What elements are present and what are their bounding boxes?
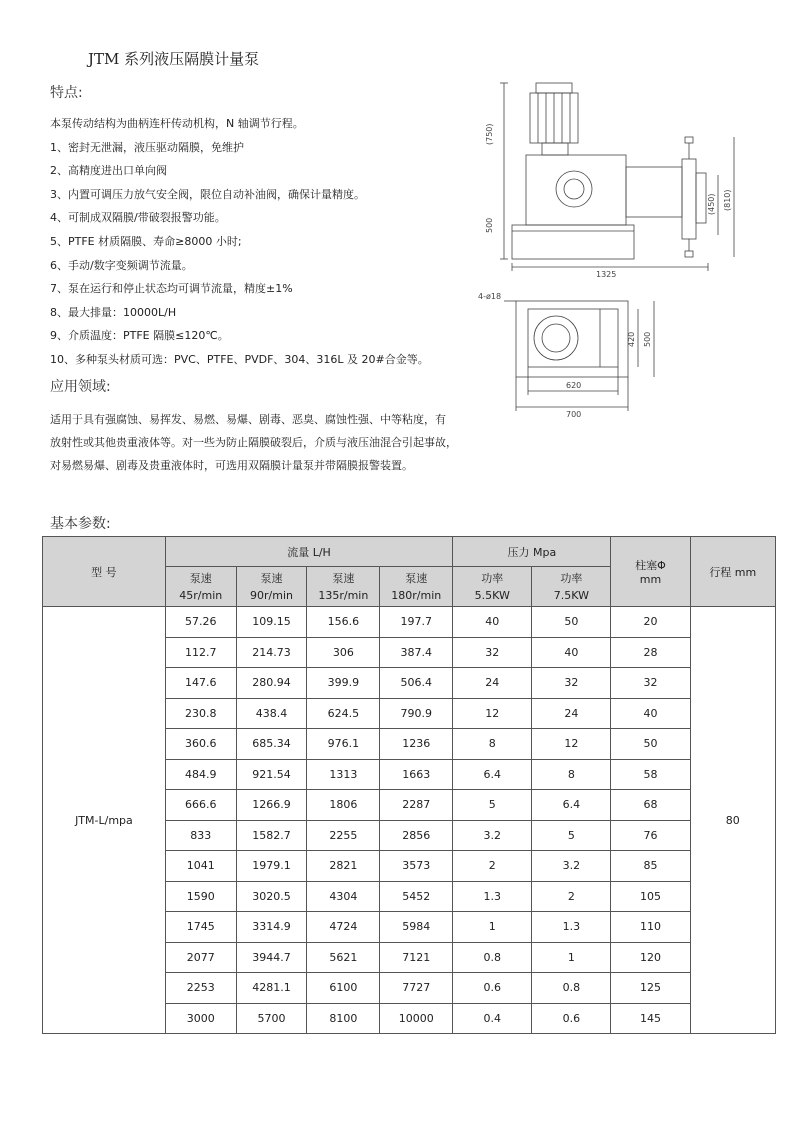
table-cell: 5621 — [307, 942, 380, 973]
table-cell: 10000 — [380, 1003, 453, 1034]
dim-label: 500 — [485, 217, 494, 233]
gearbox-port — [556, 171, 592, 207]
dim-label: 620 — [566, 381, 582, 390]
table-cell: 57.26 — [165, 607, 236, 638]
table-cell: 156.6 — [307, 607, 380, 638]
table-cell: 3944.7 — [236, 942, 307, 973]
table-cell: 125 — [611, 973, 690, 1004]
table-cell: 12 — [532, 729, 611, 760]
table-cell: 2255 — [307, 820, 380, 851]
table-cell: 32 — [532, 668, 611, 699]
table-cell: 0.4 — [453, 1003, 532, 1034]
table-cell: 147.6 — [165, 668, 236, 699]
table-cell: 6100 — [307, 973, 380, 1004]
table-cell: 85 — [611, 851, 690, 882]
table-cell: 8 — [532, 759, 611, 790]
table-cell: 0.6 — [532, 1003, 611, 1034]
table-cell: 7121 — [380, 942, 453, 973]
table-cell: 387.4 — [380, 637, 453, 668]
table-cell: 40 — [611, 698, 690, 729]
table-cell: 120 — [611, 942, 690, 973]
table-cell: 32 — [453, 637, 532, 668]
table-cell: 24 — [532, 698, 611, 729]
table-cell: 1590 — [165, 881, 236, 912]
table-cell: 624.5 — [307, 698, 380, 729]
application-line: 放射性或其他贵重液体等。对一些为防止隔膜破裂后，介质与液压油混合引起事故， — [50, 436, 457, 449]
table-cell: 28 — [611, 637, 690, 668]
feature-line: 4、可制成双隔膜/带破裂报警功能。 — [50, 211, 226, 225]
table-cell: 2077 — [165, 942, 236, 973]
feature-line: 1、密封无泄漏，液压驱动隔膜，免维护 — [50, 140, 244, 154]
table-cell: 76 — [611, 820, 690, 851]
page-title: JTM 系列液压隔膜计量泵 — [88, 50, 260, 68]
table-cell: 685.34 — [236, 729, 307, 760]
table-cell: 1 — [453, 912, 532, 943]
power-header: 功率 5.5KW — [453, 567, 532, 607]
table-cell: 1663 — [380, 759, 453, 790]
table-cell: 399.9 — [307, 668, 380, 699]
table-cell: 8100 — [307, 1003, 380, 1034]
table-cell: 4281.1 — [236, 973, 307, 1004]
feature-line: 2、高精度进出口单向阀 — [50, 164, 167, 178]
table-cell: 32 — [611, 668, 690, 699]
table-cell: 1582.7 — [236, 820, 307, 851]
application-heading: 应用领域: — [50, 379, 111, 395]
plunger-header — [611, 537, 690, 607]
table-cell: 5 — [453, 790, 532, 821]
table-cell: 0.6 — [453, 973, 532, 1004]
table-cell: 921.54 — [236, 759, 307, 790]
table-cell: 40 — [532, 637, 611, 668]
table-cell: 1.3 — [453, 881, 532, 912]
plunger-header-unit: mm — [639, 573, 662, 586]
table-cell: 8 — [453, 729, 532, 760]
table-cell: 1745 — [165, 912, 236, 943]
table-cell: 2 — [453, 851, 532, 882]
table-cell: 3314.9 — [236, 912, 307, 943]
feature-line: 8、最大排量：10000L/H — [50, 305, 177, 319]
table-cell: 1979.1 — [236, 851, 307, 882]
table-cell: 3.2 — [532, 851, 611, 882]
stroke-cell: 80 — [690, 607, 775, 1034]
table-cell: 306 — [307, 637, 380, 668]
speed-header: 泵速 180r/min — [380, 567, 453, 607]
application-text — [50, 408, 500, 477]
table-cell: 145 — [611, 1003, 690, 1034]
table-cell: 6.4 — [532, 790, 611, 821]
plan-view — [516, 301, 628, 377]
table-cell: 3.2 — [453, 820, 532, 851]
table-cell: 112.7 — [165, 637, 236, 668]
table-cell: 2821 — [307, 851, 380, 882]
table-cell: 214.73 — [236, 637, 307, 668]
table-cell: 5700 — [236, 1003, 307, 1034]
table-cell: 438.4 — [236, 698, 307, 729]
table-cell: 110 — [611, 912, 690, 943]
table-cell: 5984 — [380, 912, 453, 943]
feature-line: 本泵传动结构为曲柄连杆传动机构，N 轴调节行程。 — [50, 117, 304, 130]
table-cell: 1266.9 — [236, 790, 307, 821]
pump-drawing — [470, 75, 770, 420]
table-cell: 58 — [611, 759, 690, 790]
features-list — [50, 112, 490, 372]
speed-header: 泵速 45r/min — [165, 567, 236, 607]
table-cell: 484.9 — [165, 759, 236, 790]
dim-label: 1325 — [596, 270, 617, 279]
table-cell: 3573 — [380, 851, 453, 882]
table-cell: 1 — [532, 942, 611, 973]
motor-cap — [536, 83, 572, 93]
table-cell: 0.8 — [532, 973, 611, 1004]
feature-line: 5、PTFE 材质隔膜、寿命≥8000 小时; — [50, 234, 242, 248]
base-frame — [512, 225, 634, 259]
table-cell: 1236 — [380, 729, 453, 760]
feature-line: 7、泵在运行和停止状态均可调节流量，精度±1% — [50, 282, 293, 296]
flow-header: 流量 L/H — [165, 537, 452, 567]
dim-label: 700 — [566, 410, 582, 419]
table-cell: 6.4 — [453, 759, 532, 790]
params-heading: 基本参数: — [50, 516, 111, 532]
dim-label: 500 — [643, 331, 652, 347]
table-cell: 24 — [453, 668, 532, 699]
table-cell: 833 — [165, 820, 236, 851]
feature-line: 9、介质温度：PTFE 隔膜≤120℃。 — [50, 329, 229, 343]
params-table-body — [43, 607, 776, 1034]
table-cell: 2856 — [380, 820, 453, 851]
table-cell: 506.4 — [380, 668, 453, 699]
dim-label: (810) — [723, 189, 732, 211]
application-line: 对易燃易爆、剧毒及贵重液体时，可选用双隔膜计量泵并带隔膜报警装置。 — [50, 459, 413, 472]
table-cell: 4724 — [307, 912, 380, 943]
table-cell: 7727 — [380, 973, 453, 1004]
gearbox — [526, 155, 626, 225]
table-cell: 40 — [453, 607, 532, 638]
table-cell: 2 — [532, 881, 611, 912]
feature-line: 3、内置可调压力放气安全阀，限位自动补油阀，确保计量精度。 — [50, 187, 365, 201]
table-cell: 109.15 — [236, 607, 307, 638]
table-cell: 2253 — [165, 973, 236, 1004]
feature-line: 6、手动/数字变频调节流量。 — [50, 258, 193, 272]
speed-header: 泵速 90r/min — [236, 567, 307, 607]
feature-line: 10、多种泵头材质可选：PVC、PTFE、PVDF、304、316L 及 20#合金等。 — [50, 352, 429, 366]
table-cell: 20 — [611, 607, 690, 638]
params-table — [42, 536, 776, 1034]
table-cell: 4304 — [307, 881, 380, 912]
dim-label: (750) — [485, 123, 494, 145]
table-cell: 1041 — [165, 851, 236, 882]
table-cell: 5452 — [380, 881, 453, 912]
table-cell: 3000 — [165, 1003, 236, 1034]
power-header: 功率 7.5KW — [532, 567, 611, 607]
table-cell: 976.1 — [307, 729, 380, 760]
stroke-header: 行程 mm — [690, 537, 775, 607]
speed-header: 泵速 135r/min — [307, 567, 380, 607]
dim-label: 420 — [627, 331, 636, 347]
table-cell: 1313 — [307, 759, 380, 790]
application-line: 适用于具有强腐蚀、易挥发、易燃、易爆、剧毒、恶臭、腐蚀性强、中等粘度，有 — [50, 413, 446, 426]
pump-head — [682, 159, 696, 239]
table-row — [43, 607, 776, 638]
table-cell: 280.94 — [236, 668, 307, 699]
features-heading: 特点: — [50, 85, 83, 101]
table-cell: 5 — [532, 820, 611, 851]
model-header: 型 号 — [43, 537, 166, 607]
table-cell: 197.7 — [380, 607, 453, 638]
table-cell: 230.8 — [165, 698, 236, 729]
table-cell: 105 — [611, 881, 690, 912]
table-cell: 50 — [611, 729, 690, 760]
table-cell: 790.9 — [380, 698, 453, 729]
table-cell: 0.8 — [453, 942, 532, 973]
table-cell: 3020.5 — [236, 881, 307, 912]
table-cell: 1806 — [307, 790, 380, 821]
table-cell: 360.6 — [165, 729, 236, 760]
table-cell: 1.3 — [532, 912, 611, 943]
table-cell: 2287 — [380, 790, 453, 821]
model-cell: JTM-L/mpa — [43, 607, 166, 1034]
dim-label: (450) — [707, 193, 716, 215]
dim-label: 4-ø18 — [478, 292, 502, 301]
pressure-header: 压力 Mpa — [453, 537, 611, 567]
table-cell: 68 — [611, 790, 690, 821]
table-cell: 12 — [453, 698, 532, 729]
plunger-header-label: 柱塞Φ — [635, 559, 666, 572]
table-cell: 666.6 — [165, 790, 236, 821]
table-cell: 50 — [532, 607, 611, 638]
